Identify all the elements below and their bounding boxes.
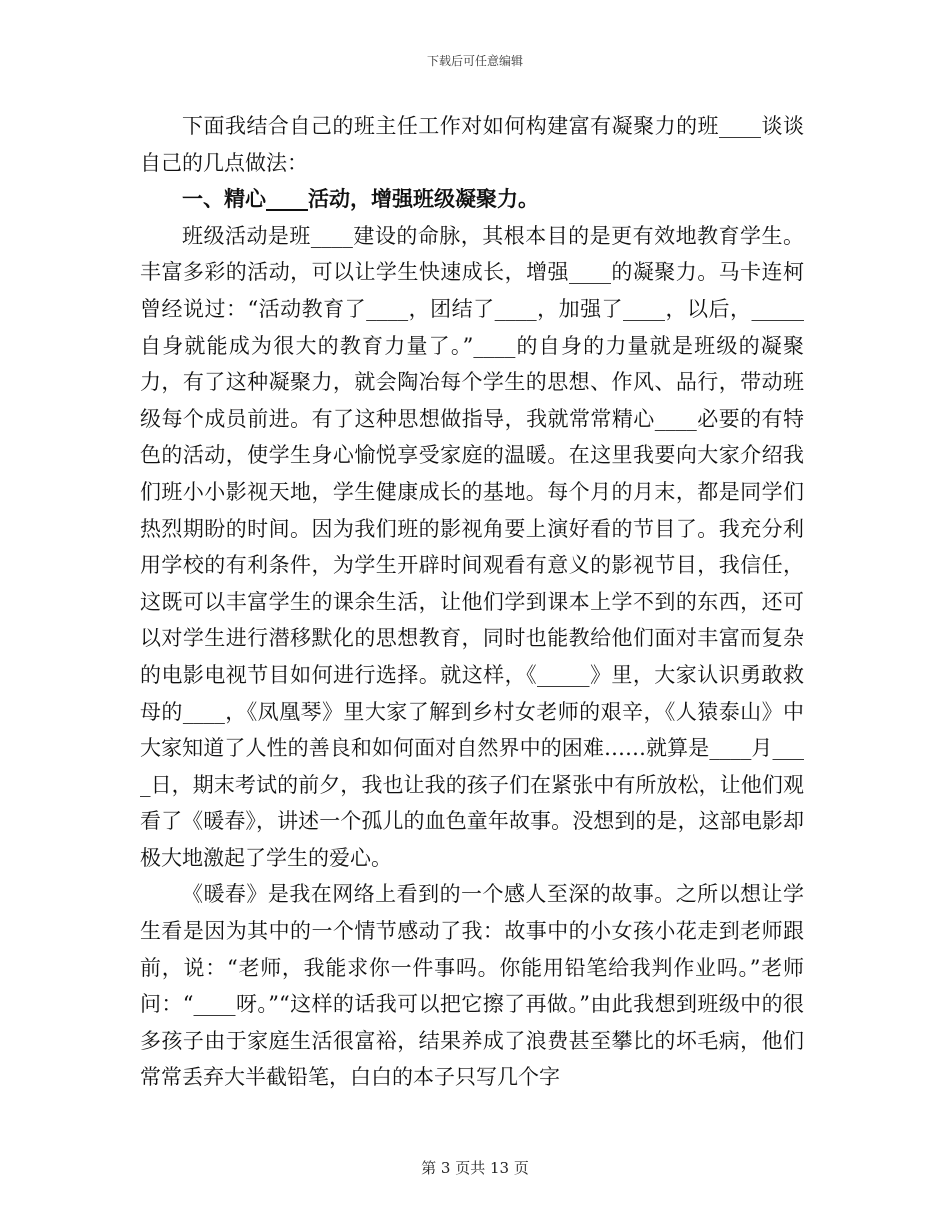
page-header: 下载后可任意编辑: [426, 54, 523, 68]
paragraph-intro: 下面我结合自己的班主任工作对如何构建富有凝聚力的班____谈谈自己的几点做法：: [140, 114, 804, 175]
page-footer: 第 3 页共 13 页: [421, 1159, 529, 1177]
paragraph-class-activities: 班级活动是班____建设的命脉，其根本目的是更有效地教育学生。丰富多彩的活动，可以让学生快速成长，增强____的凝聚力。马卡连柯曾经说过：“活动教育了____，团结了____，加强了____，以后，_____自身就能成为很大的教育力量了。”____的自身的力量就是班级的凝聚力，有了这种凝聚力，就会陶冶每个学生的思想、作风、品行，带动班级每个成员前进。有了这种思想做指导，我就常常精心____必要的有特色的活动，使学生身心愉悦享受家庭的温暖。在这里我要向大家介绍我们班小小影视天地，学生健康成长的基地。每个月的月末，都是同学们热烈期盼的时间。因为我们班的影视角要上演好看的节目了。我充分利用学校的有利条件，为学生开辟时间观看有意义的影视节目，我信任，这既可以丰富学生的课余生活，让他们学到课本上学不到的东西，还可以对学生进行潜移默化的思想教育，同时也能教给他们面对丰富而复杂的电影电视节目如何进行选择。就这样，《_____》里，大家认识勇敢救母的____，《凤凰琴》里大家了解到乡村女老师的艰辛，《人猿泰山》中大家知道了人性的善良和如何面对自然界中的困难……就算是____月____日，期末考试的前夕，我也让我的孩子们在紧张中有所放松，让他们观看了《暖春》，讲述一个孤儿的血色童年故事。没想到的是，这部电影却极大地激起了学生的爱心。: [140, 223, 804, 870]
paragraph-warm-spring: 《暖春》是我在网络上看到的一个感人至深的故事。之所以想让学生看是因为其中的一个情节感动了我：故事中的小女孩小花走到老师跟前，说：“老师，我能求你一件事吗。你能用铅笔给我判作业吗。”老师问：“____呀。”“这样的话我可以把它擦了再做。”由此我想到班级中的很多孩子由于家庭生活很富裕，结果养成了浪费甚至攀比的坏毛病，他们常常丢弃大半截铅笔，白白的本子只写几个字: [140, 882, 804, 1090]
section-heading: 一、精心____活动，增强班级凝聚力。: [182, 186, 539, 212]
document-body: [140, 108, 804, 1096]
